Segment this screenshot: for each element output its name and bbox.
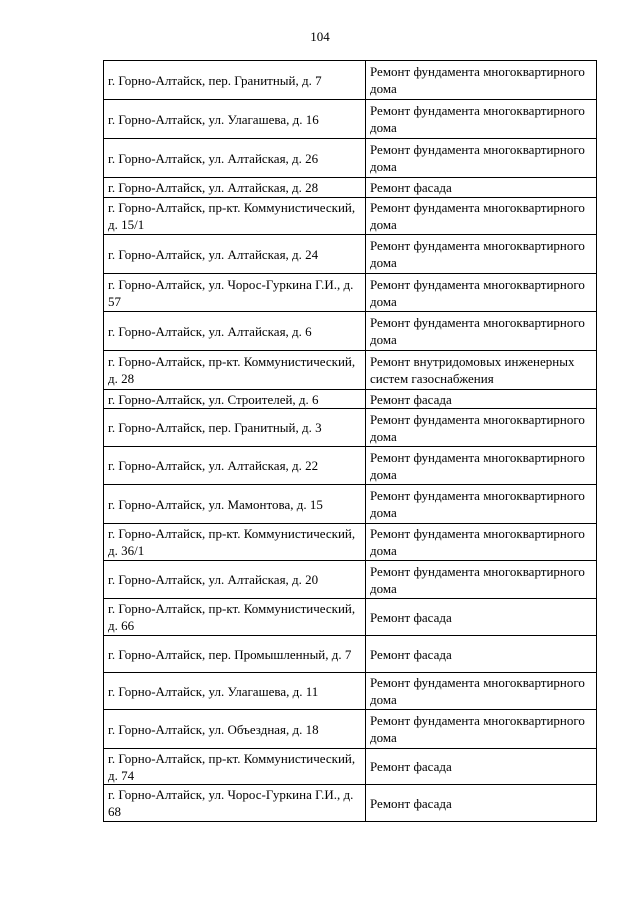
address-cell: г. Горно-Алтайск, пер. Промышленный, д. 7 [104,636,366,673]
work-type-cell: Ремонт фасада [366,749,597,785]
address-cell: г. Горно-Алтайск, пер. Гранитный, д. 7 [104,61,366,100]
work-type-cell: Ремонт фундамента многоквартирного дома [366,673,597,710]
work-type-cell: Ремонт фундамента многоквартирного дома [366,312,597,351]
work-type-cell: Ремонт фундамента многоквартирного дома [366,198,597,235]
work-type-cell: Ремонт фасада [366,599,597,636]
table-row [104,599,597,636]
work-type-cell: Ремонт фундамента многоквартирного дома [366,485,597,524]
address-work-table [103,60,597,822]
table-row [104,390,597,409]
address-cell: г. Горно-Алтайск, ул. Алтайская, д. 22 [104,447,366,485]
address-cell: г. Горно-Алтайск, ул. Объездная, д. 18 [104,710,366,749]
address-cell: г. Горно-Алтайск, ул. Алтайская, д. 26 [104,139,366,178]
table-row [104,561,597,599]
work-type-cell: Ремонт фасада [366,636,597,673]
address-cell: г. Горно-Алтайск, ул. Алтайская, д. 6 [104,312,366,351]
work-type-cell: Ремонт фундамента многоквартирного дома [366,524,597,561]
work-type-cell: Ремонт фундамента многоквартирного дома [366,274,597,312]
table-row [104,61,597,100]
address-cell: г. Горно-Алтайск, ул. Улагашева, д. 11 [104,673,366,710]
work-type-cell: Ремонт фасада [366,390,597,409]
table-row [104,235,597,274]
work-type-cell: Ремонт фасада [366,178,597,198]
table-row [104,178,597,198]
work-type-cell: Ремонт фундамента многоквартирного дома [366,61,597,100]
table-row [104,673,597,710]
address-cell: г. Горно-Алтайск, ул. Мамонтова, д. 15 [104,485,366,524]
table-row [104,710,597,749]
address-cell: г. Горно-Алтайск, пер. Гранитный, д. 3 [104,409,366,447]
address-cell: г. Горно-Алтайск, пр-кт. Коммунистический, д. 36/1 [104,524,366,561]
table-row [104,524,597,561]
address-cell: г. Горно-Алтайск, пр-кт. Коммунистический, д. 74 [104,749,366,785]
work-type-cell: Ремонт внутридомовых инженерных систем газоснабжения [366,351,597,390]
table-body [104,61,597,822]
address-cell: г. Горно-Алтайск, ул. Чорос-Гуркина Г.И., д. 68 [104,785,366,822]
work-type-cell: Ремонт фундамента многоквартирного дома [366,100,597,139]
address-cell: г. Горно-Алтайск, ул. Строителей, д. 6 [104,390,366,409]
work-type-cell: Ремонт фундамента многоквартирного дома [366,235,597,274]
address-cell: г. Горно-Алтайск, ул. Алтайская, д. 24 [104,235,366,274]
work-type-cell: Ремонт фундамента многоквартирного дома [366,139,597,178]
work-type-cell: Ремонт фундамента многоквартирного дома [366,710,597,749]
work-type-cell: Ремонт фасада [366,785,597,822]
address-cell: г. Горно-Алтайск, ул. Алтайская, д. 28 [104,178,366,198]
table-row [104,749,597,785]
address-cell: г. Горно-Алтайск, пр-кт. Коммунистический, д. 28 [104,351,366,390]
table-row [104,100,597,139]
work-type-cell: Ремонт фундамента многоквартирного дома [366,447,597,485]
address-cell: г. Горно-Алтайск, ул. Чорос-Гуркина Г.И., д. 57 [104,274,366,312]
table-row [104,198,597,235]
table-row [104,409,597,447]
work-type-cell: Ремонт фундамента многоквартирного дома [366,409,597,447]
table-row [104,485,597,524]
table-row [104,447,597,485]
work-type-cell: Ремонт фундамента многоквартирного дома [366,561,597,599]
table-row [104,139,597,178]
table-row [104,636,597,673]
table-row [104,312,597,351]
address-cell: г. Горно-Алтайск, ул. Улагашева, д. 16 [104,100,366,139]
table-row [104,351,597,390]
table-row [104,274,597,312]
address-cell: г. Горно-Алтайск, пр-кт. Коммунистический, д. 66 [104,599,366,636]
page-number: 104 [310,29,330,44]
address-cell: г. Горно-Алтайск, ул. Алтайская, д. 20 [104,561,366,599]
table-row [104,785,597,822]
address-cell: г. Горно-Алтайск, пр-кт. Коммунистический, д. 15/1 [104,198,366,235]
